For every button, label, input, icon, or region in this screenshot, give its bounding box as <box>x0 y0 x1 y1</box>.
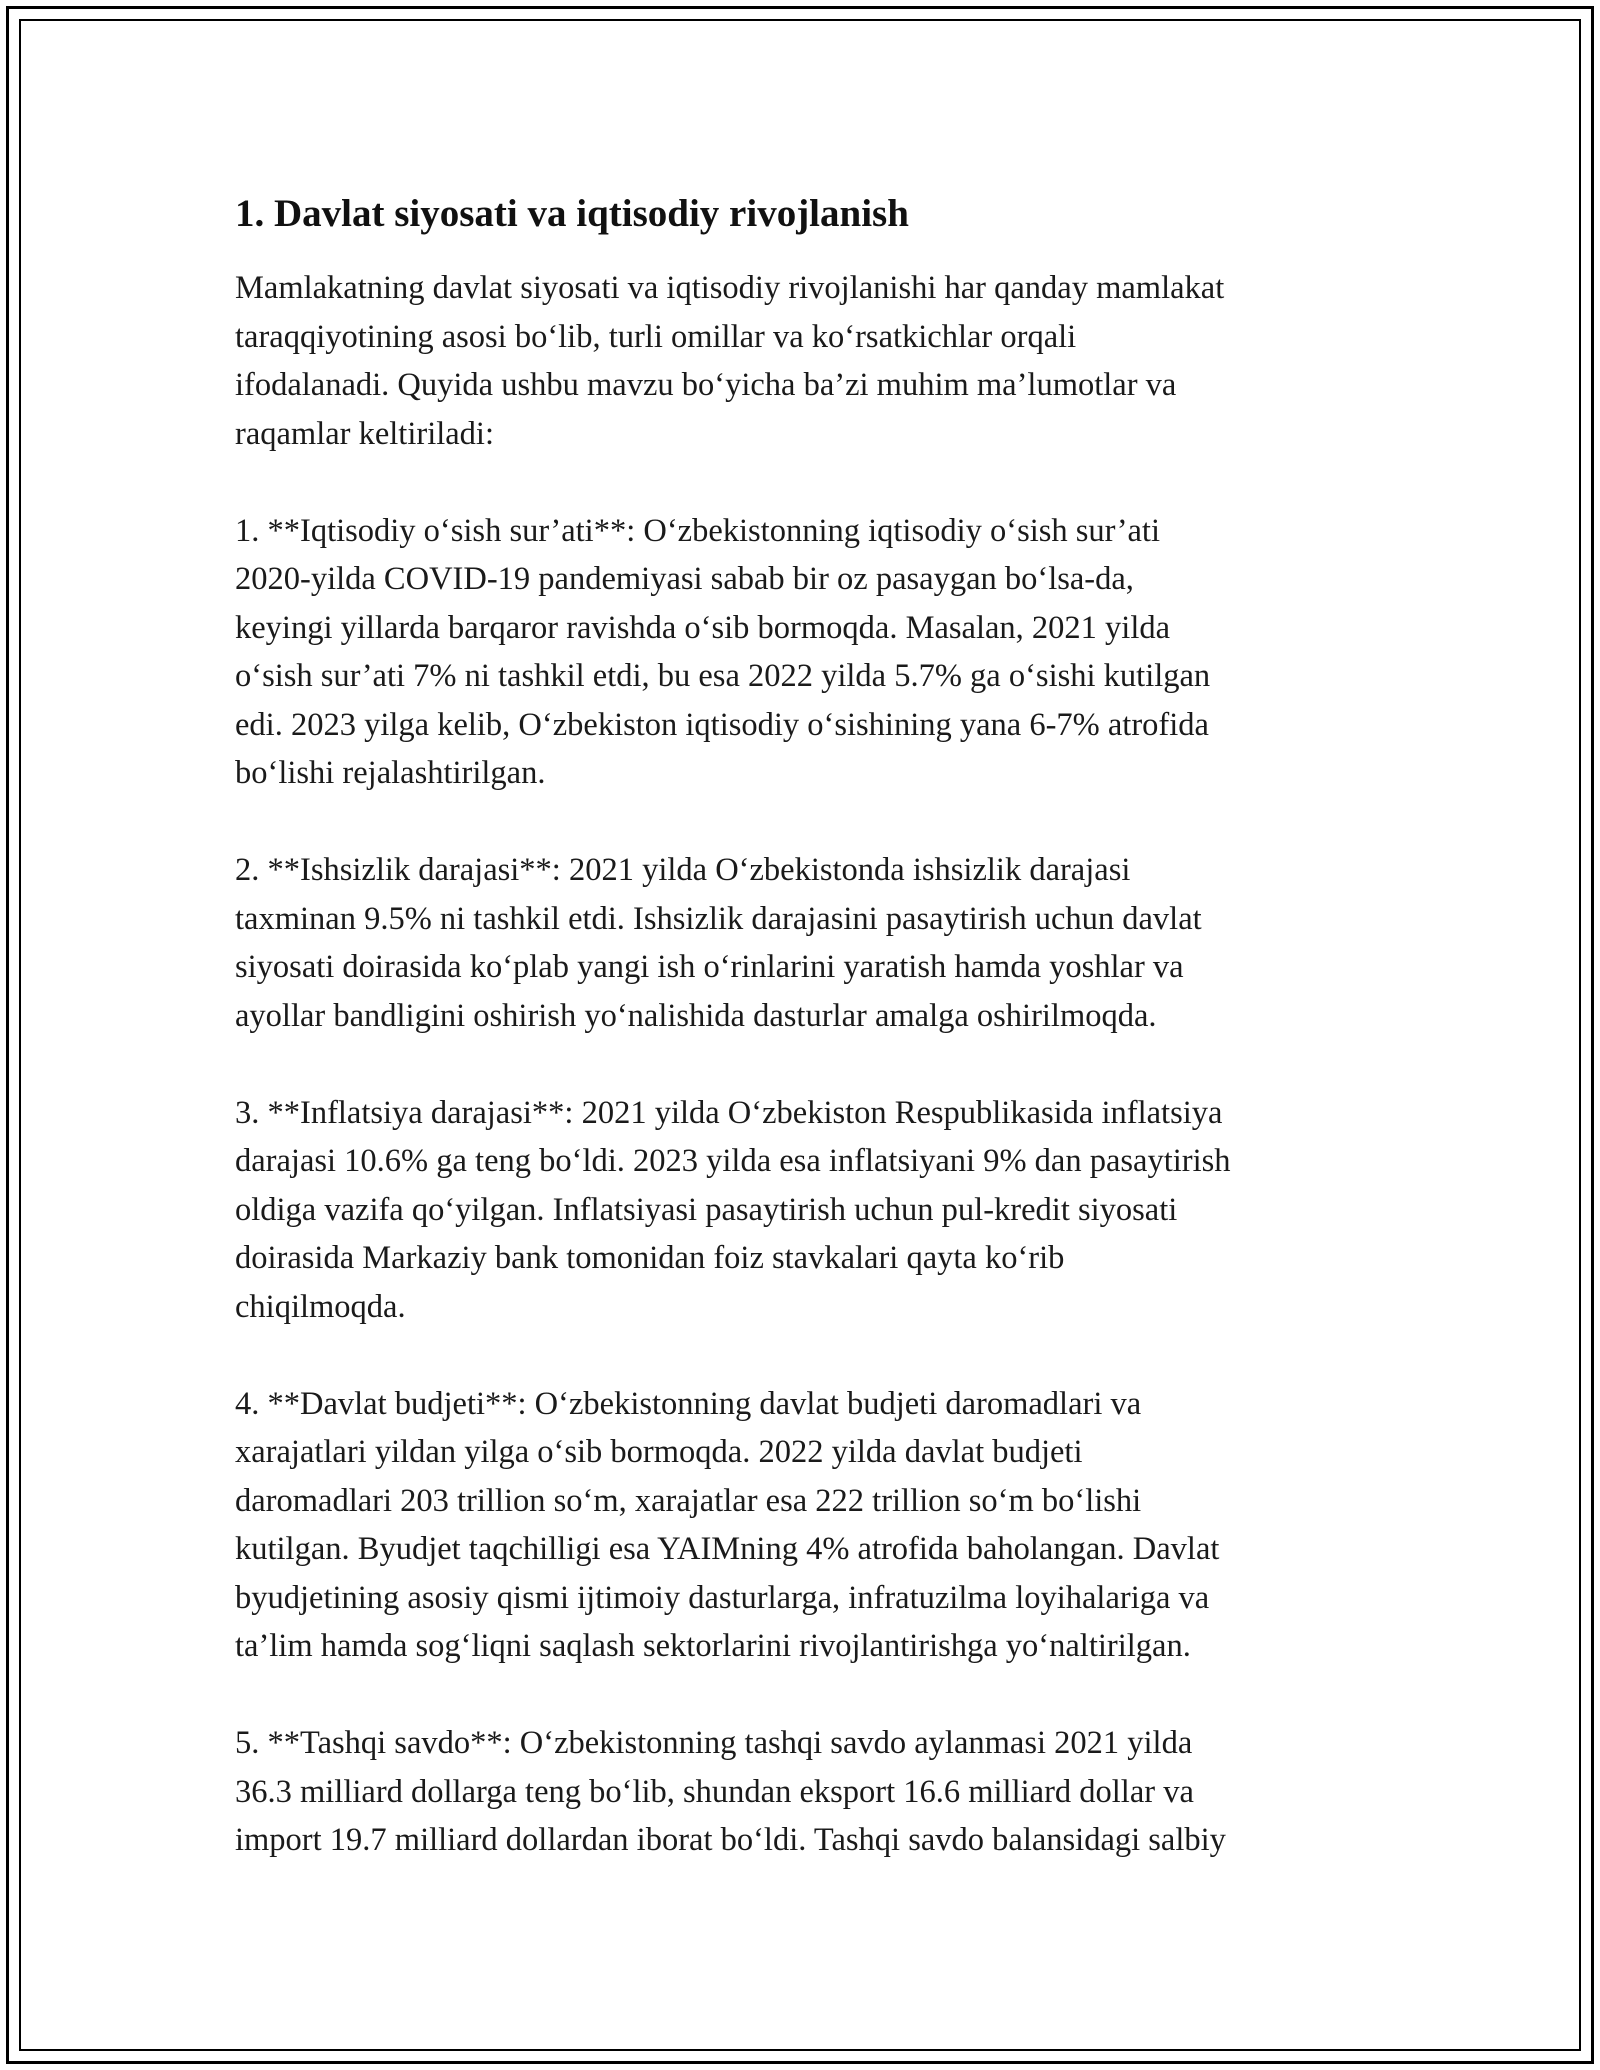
section-foreign-trade: 5. **Tashqi savdo**: O‘zbekistonning tashqi savdo aylanmasi 2021 yilda 36.3 milliard dollarga teng bo‘lib, shundan eksport 16.6 milliard dollar va import 19.7 milliard dollardan iborat bo‘ldi. Tashqi savdo balansidagi salbiy <box>235 1725 1226 1858</box>
section-inflation: 3. **Inflatsiya darajasi**: 2021 yilda O‘zbekiston Respublikasida inflatsiya darajasi 10.6% ga teng bo‘ldi. 2023 yilda esa inflatsiyani 9% dan pasaytirish oldiga vazifa qo‘yilgan. Inflatsiyasi pasaytirish uchun pul-kredit siyosati doirasida Markaziy bank tomonidan foiz stavkalari qayta ko‘rib chiqilmoqda. <box>235 1094 1231 1325</box>
section-unemployment: 2. **Ishsizlik darajasi**: 2021 yilda O‘zbekistonda ishsizlik darajasi taxminan 9.5% ni tashkil etdi. Ishsizlik darajasini pasaytirish uchun davlat siyosati doirasida ko‘plab yangi ish o‘rinlarini yaratish hamda yoshlar va ayollar bandligini oshirish yo‘nalishida dasturlar amalga oshirilmoqda. <box>235 852 1202 1034</box>
section-economic-growth: 1. **Iqtisodiy o‘sish sur’ati**: O‘zbekistonning iqtisodiy o‘sish sur’ati 2020-yilda COVID-19 pandemiyasi sabab bir oz pasaygan bo‘lsa-da, keyingi yillarda barqaror ravishda o‘sib bormoqda. Masalan, 2021 yilda o‘sish sur’ati 7% ni tashkil etdi, bu esa 2022 yilda 5.7% ga o‘sishi kutilgan edi. 2023 yilga kelib, O‘zbekiston iqtisodiy o‘sishining yana 6-7% atrofida bo‘lishi rejalashtirilgan. <box>235 512 1211 791</box>
section-state-budget: 4. **Davlat budjeti**: O‘zbekistonning davlat budjeti daromadlari va xarajatlari yildan yilga o‘sib bormoqda. 2022 yilda davlat budjeti daromadlari 203 trillion so‘m, xarajatlar esa 222 trillion so‘m bo‘lishi kutilgan. Byudjet taqchilligi esa YAIMning 4% atrofida baholangan. Davlat byudjetining asosiy qismi ijtimoiy dasturlarga, infratuzilma loyihalariga va ta’lim hamda sog‘liqni saqlash sektorlarini rivojlantirishga yo‘naltirilgan. <box>235 1385 1220 1664</box>
intro-paragraph: Mamlakatning davlat siyosati va iqtisodiy rivojlanishi har qanday mamlakat taraqqiyotining asosi bo‘lib, turli omillar va ko‘rsatkichlar orqali ifodalanadi. Quyida ushbu mavzu bo‘yicha ba’zi muhim ma’lumotlar va raqamlar keltiriladi: <box>235 270 1225 452</box>
document-title: 1. Davlat siyosati va iqtisodiy rivojlanish <box>235 192 909 235</box>
document-page <box>235 190 1380 1913</box>
